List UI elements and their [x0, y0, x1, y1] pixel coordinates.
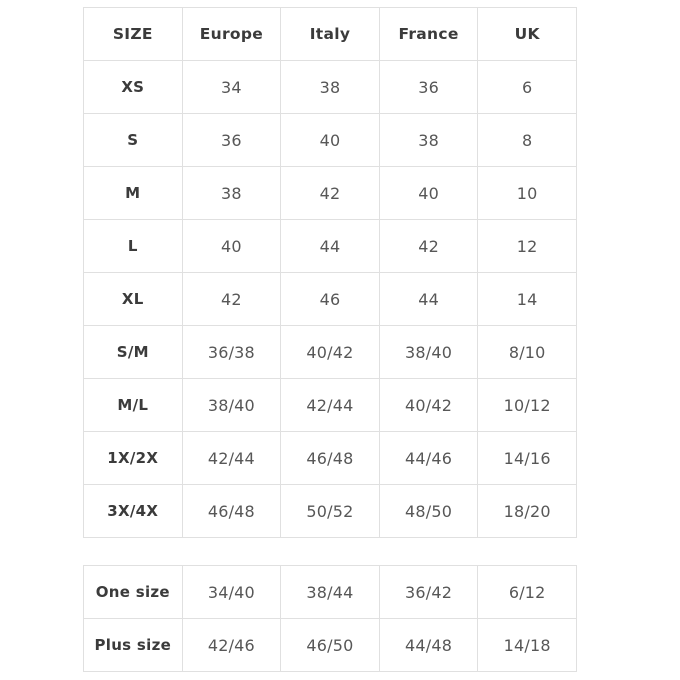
cell-xs-europe: 34: [182, 61, 281, 114]
cell-ml-france: 40/42: [379, 379, 478, 432]
row-label-plus-size: Plus size: [84, 619, 183, 672]
cell-onesize-italy: 38/44: [281, 566, 380, 619]
cell-l-uk: 12: [478, 220, 577, 273]
cell-m-uk: 10: [478, 167, 577, 220]
cell-1x2x-italy: 46/48: [281, 432, 380, 485]
cell-l-europe: 40: [182, 220, 281, 273]
cell-ml-uk: 10/12: [478, 379, 577, 432]
row-label-sm: S/M: [84, 326, 183, 379]
table-row-xl: [84, 273, 577, 326]
row-label-s: S: [84, 114, 183, 167]
cell-m-europe: 38: [182, 167, 281, 220]
cell-m-italy: 42: [281, 167, 380, 220]
cell-plussize-italy: 46/50: [281, 619, 380, 672]
header-row: [84, 8, 577, 61]
cell-s-uk: 8: [478, 114, 577, 167]
cell-plussize-france: 44/48: [379, 619, 478, 672]
cell-sm-uk: 8/10: [478, 326, 577, 379]
cell-sm-europe: 36/38: [182, 326, 281, 379]
row-label-xl: XL: [84, 273, 183, 326]
cell-sm-italy: 40/42: [281, 326, 380, 379]
cell-3x4x-italy: 50/52: [281, 485, 380, 538]
cell-s-europe: 36: [182, 114, 281, 167]
row-label-3x4x: 3X/4X: [84, 485, 183, 538]
cell-3x4x-uk: 18/20: [478, 485, 577, 538]
table-row-l: [84, 220, 577, 273]
row-label-xs: XS: [84, 61, 183, 114]
cell-s-france: 38: [379, 114, 478, 167]
size-conversion-table: [83, 7, 577, 538]
cell-m-france: 40: [379, 167, 478, 220]
cell-sm-france: 38/40: [379, 326, 478, 379]
cell-l-italy: 44: [281, 220, 380, 273]
table-row-xs: [84, 61, 577, 114]
cell-xs-italy: 38: [281, 61, 380, 114]
row-label-m: M: [84, 167, 183, 220]
cell-onesize-uk: 6/12: [478, 566, 577, 619]
column-header-italy: Italy: [281, 8, 380, 61]
column-header-france: France: [379, 8, 478, 61]
column-header-size: SIZE: [84, 8, 183, 61]
special-sizes-table: [83, 565, 577, 672]
cell-ml-europe: 38/40: [182, 379, 281, 432]
column-header-europe: Europe: [182, 8, 281, 61]
cell-onesize-france: 36/42: [379, 566, 478, 619]
cell-xl-italy: 46: [281, 273, 380, 326]
cell-xs-uk: 6: [478, 61, 577, 114]
table-row-ml: [84, 379, 577, 432]
cell-xs-france: 36: [379, 61, 478, 114]
table-row-1x2x: [84, 432, 577, 485]
table-row-sm: [84, 326, 577, 379]
cell-onesize-europe: 34/40: [182, 566, 281, 619]
cell-xl-uk: 14: [478, 273, 577, 326]
table-row-s: [84, 114, 577, 167]
cell-1x2x-europe: 42/44: [182, 432, 281, 485]
cell-xl-france: 44: [379, 273, 478, 326]
row-label-one-size: One size: [84, 566, 183, 619]
cell-3x4x-europe: 46/48: [182, 485, 281, 538]
table-row-3x4x: [84, 485, 577, 538]
cell-xl-europe: 42: [182, 273, 281, 326]
row-label-l: L: [84, 220, 183, 273]
cell-ml-italy: 42/44: [281, 379, 380, 432]
column-header-uk: UK: [478, 8, 577, 61]
cell-1x2x-france: 44/46: [379, 432, 478, 485]
cell-3x4x-france: 48/50: [379, 485, 478, 538]
row-label-1x2x: 1X/2X: [84, 432, 183, 485]
row-label-ml: M/L: [84, 379, 183, 432]
cell-l-france: 42: [379, 220, 478, 273]
cell-1x2x-uk: 14/16: [478, 432, 577, 485]
cell-s-italy: 40: [281, 114, 380, 167]
cell-plussize-uk: 14/18: [478, 619, 577, 672]
table-row-one-size: [84, 566, 577, 619]
cell-plussize-europe: 42/46: [182, 619, 281, 672]
table-row-plus-size: [84, 619, 577, 672]
table-row-m: [84, 167, 577, 220]
